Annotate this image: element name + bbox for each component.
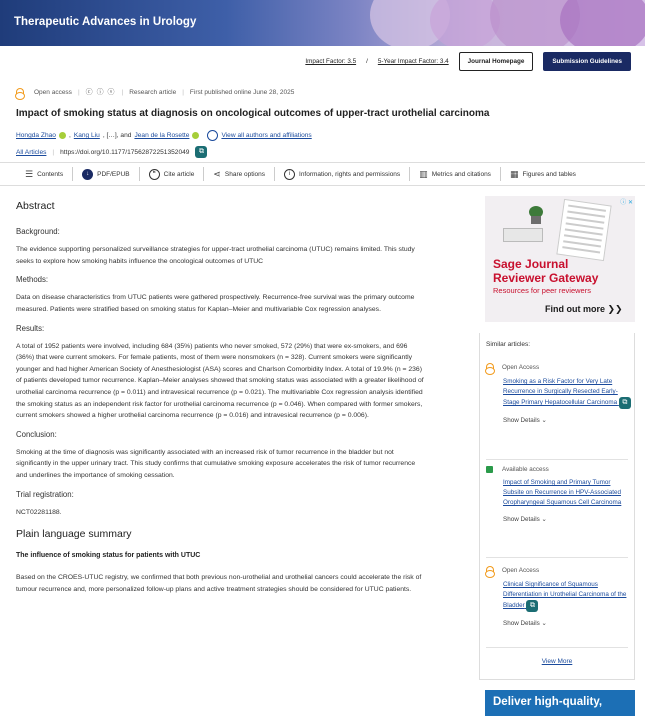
article-meta: Open access | ⓒ ⓘ ⓢ | Research article | First published online June 28, 2025	[16, 87, 294, 97]
lock-icon	[486, 466, 493, 473]
author-link[interactable]: Hongda Zhao	[16, 132, 56, 139]
reviewer-gateway-ad[interactable]	[485, 196, 635, 322]
methods-text: Data on disease characteristics from UTUC patients were gathered prospectively. Recurrence-free survival was the primary outcome measured. Patients were stratified based on smoking status for Kaplan–Meier and multivariable Cox regression analyses.	[16, 294, 415, 313]
copy-icon[interactable]: ⧉	[619, 397, 631, 409]
paper-image	[556, 199, 611, 261]
publication-date: First published online June 28, 2025	[189, 88, 295, 96]
five-year-impact-factor-link[interactable]: 5-Year Impact Factor: 3.4	[377, 58, 449, 65]
ad-subtitle: Resources for peer reviewers	[493, 286, 591, 295]
figures-tables-button[interactable]: ▦ Figures and tables	[500, 167, 585, 181]
orcid-icon[interactable]	[59, 132, 66, 139]
author-link[interactable]: Kang Liu	[73, 132, 100, 139]
article-toolbar	[0, 162, 645, 186]
similar-article-item: Open Access Smoking as a Risk Factor for Very Late Recurrence in Surgically Resected Early-Stage Primary Hepatocellular Carcinoma ⧉ Show Details ⌄	[480, 363, 634, 424]
find-out-more-link[interactable]: Find out more ❯❯	[545, 304, 623, 314]
authors-toggle-icon[interactable]	[207, 130, 218, 141]
view-all-authors-link[interactable]: View all authors and affiliations	[221, 132, 312, 139]
all-articles-link[interactable]: All Articles	[16, 148, 47, 156]
background-heading: Background:	[16, 226, 60, 236]
trial-registration-text: NCT02281188.	[16, 508, 62, 516]
bottom-ad[interactable]	[485, 690, 635, 716]
show-details-button[interactable]: Show Details ⌄	[503, 620, 547, 628]
impact-factor-link[interactable]: Impact Factor: 3.5	[305, 58, 357, 65]
similar-articles-panel	[479, 333, 635, 680]
copy-icon[interactable]: ⧉	[195, 146, 207, 158]
ad-title: Sage Journal Reviewer Gateway	[493, 257, 599, 285]
journal-banner	[0, 0, 645, 46]
bar-chart-icon: ▥	[419, 168, 428, 179]
similar-articles-heading: Similar articles:	[486, 341, 531, 348]
article-title: Impact of smoking status at diagnosis on oncological outcomes of upper-tract urothelial carcinoma	[16, 108, 490, 119]
table-icon: ▦	[509, 168, 519, 179]
metrics-citations-button[interactable]: ▥ Metrics and citations	[409, 167, 500, 181]
author-list: Hongda Zhao , Kang Liu , […], and Jean de la Rosette View all authors and affiliations	[16, 132, 312, 139]
similar-article-link[interactable]: Impact of Smoking and Primary Tumor Subsite on Recurrence in HPV-Associated Oropharyngeal Squamous Cell Carcinoma	[503, 479, 622, 507]
journal-tools: Impact Factor: 3.5 / 5-Year Impact Factor: 3.4 Journal Homepage Submission Guidelines	[305, 52, 631, 71]
similar-article-item: Open Access Clinical Significance of Squamous Differentiation in Urothelial Carcinoma of the Bladder ⧉ Show Details ⌄	[480, 566, 634, 627]
plain-summary-subheading: The influence of smoking status for patients with UTUC	[16, 552, 201, 560]
doi-row: All Articles | https://doi.org/10.1177/17562872251352049 ⧉	[16, 146, 207, 158]
ad-text: Deliver high-quality,	[493, 696, 603, 708]
doi-link[interactable]: https://doi.org/10.1177/17562872251352049	[60, 148, 190, 156]
menu-icon: ☰	[25, 168, 34, 179]
abstract-heading: Abstract	[16, 200, 55, 212]
author-link[interactable]: Jean de la Rosette	[134, 132, 190, 139]
results-heading: Results:	[16, 323, 45, 333]
download-icon: ↓	[82, 169, 93, 180]
open-access-icon	[486, 566, 494, 575]
share-icon: ⋖	[213, 168, 221, 179]
quote-icon: ❝	[149, 169, 160, 180]
plain-summary-text: Based on the CROES-UTUC registry, we confirmed that both previous non-urothelial and urothelial cancers could accelerate the risk of tumour recurrence and, more personalized follow-up plans and active treatment strategies should be considered for UTUC patients.	[16, 574, 422, 593]
view-more-link[interactable]: View More	[541, 658, 573, 665]
cite-article-button[interactable]: ❝ Cite article	[139, 167, 204, 181]
abstract-section	[16, 198, 426, 599]
info-icon: i	[284, 169, 295, 180]
journal-title[interactable]: Therapeutic Advances in Urology	[14, 16, 197, 28]
access-label: Open access	[34, 88, 72, 96]
contents-button[interactable]: ☰ Contents	[25, 168, 64, 179]
article-type: Research article	[129, 88, 177, 96]
show-details-button[interactable]: Show Details ⌄	[503, 417, 547, 425]
similar-article-link[interactable]: Smoking as a Risk Factor for Very Late Recurrence in Surgically Resected Early-Stage Primary Hepatocellular Carcinoma ⧉	[503, 377, 631, 409]
share-options-button[interactable]: ⋖ Share options	[203, 167, 274, 181]
background-text: The evidence supporting personalized surveillance strategies for upper-tract urothelial carcinoma (UTUC) remains limited. This study seeks to explore how smoking habits influence the oncological outcomes of UTUC	[16, 246, 415, 265]
pdf-epub-button[interactable]: ↓ PDF/EPUB	[72, 167, 139, 181]
device-image	[503, 228, 543, 242]
results-text: A total of 1952 patients were involved, including 684 (35%) patients who never smoked, 572 (29%) that were ex-smokers, and 696 (36%) that were current smokers. For female patients, most of them were nonsmokers (n = 328). Current smokers were significantly younger and had higher American Society of Anesthesiologist (ASA) scores and Charlson Comorbidity Index. A total of 19.9% (n = 236) of patients developed tumor recurrence. Kaplan–Meier analyses showed that smoking status was associated with a greater likelihood of urothelial carcinoma recurrence (p = 0.011) and intravesical recurrence (p = 0.021). The multivariable Cox regression analysis identified the smoking status as an independent risk factor for urothelial carcinoma recurrence (p = 0.046). When compared with former smokers, current smokers showed a higher urothelial carcinoma recurrence (p = 0.016) and intravesical recurrence (p = 0.006).	[16, 342, 424, 420]
trial-registration-heading: Trial registration:	[16, 489, 74, 499]
methods-heading: Methods:	[16, 275, 49, 285]
conclusion-text: Smoking at the time of diagnosis was significantly associated with an increased risk of tumor recurrence in the bladder but not significantly in the upper urinary tract. This study confirms that cumulative smoking exposure accelerates the risk of tumor recurrence and underlines the importance of smoking cessation.	[16, 448, 416, 479]
similar-article-item: Available access Impact of Smoking and Primary Tumor Subsite on Recurrence in HPV-Associated Oropharyngeal Squamous Cell Carcinoma Show Details ⌄	[480, 466, 634, 523]
ad-info-icon[interactable]: ⓘ ✕	[620, 200, 633, 206]
plain-summary-heading: Plain language summary	[16, 528, 132, 541]
journal-homepage-button[interactable]: Journal Homepage	[459, 52, 534, 71]
orcid-icon[interactable]	[192, 132, 199, 139]
open-access-icon	[486, 363, 494, 372]
license-icon[interactable]: ⓒ ⓘ ⓢ	[85, 89, 116, 96]
conclusion-heading: Conclusion:	[16, 429, 57, 439]
show-details-button[interactable]: Show Details ⌄	[503, 516, 547, 524]
open-access-icon	[16, 88, 24, 97]
information-rights-button[interactable]: i Information, rights and permissions	[274, 167, 409, 181]
similar-article-link[interactable]: Clinical Significance of Squamous Differentiation in Urothelial Carcinoma of the Bladder ⧉	[503, 580, 631, 612]
submission-guidelines-button[interactable]: Submission Guidelines	[543, 52, 631, 71]
copy-icon[interactable]: ⧉	[526, 600, 538, 612]
